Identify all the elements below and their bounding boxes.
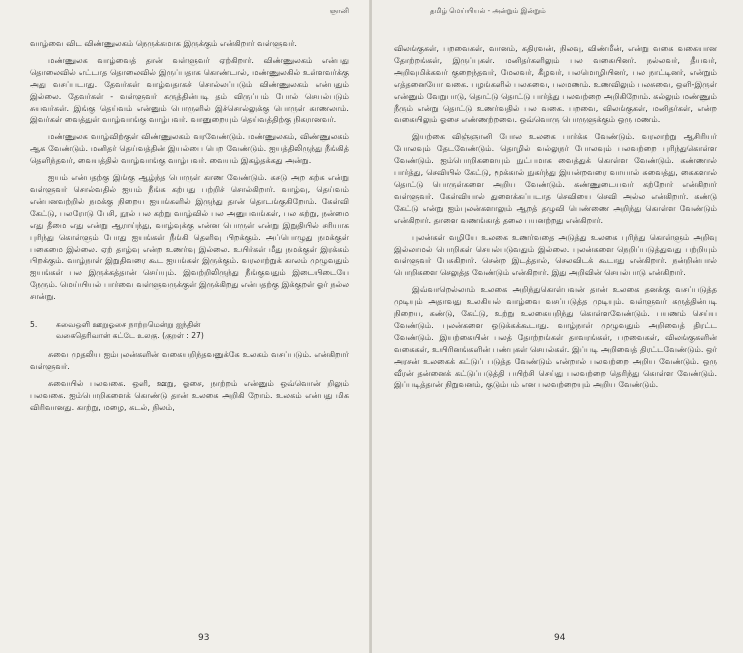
running-head-left: ஞானி: [329, 7, 349, 15]
page-number-right: 94: [554, 633, 566, 643]
paragraph: மண்ணுலக வாழ்விற்குள் விண்ணுலகம் வரவேண்டும். மண்ணுலகம், விண்ணுலகம் ஆக வேண்டும். மனிதர் தெய்வத்தின் இயல்பை பெற வேண்டும். ஐயத்திலிருந்து நீங்கித் தெளிந்தவர், வையத்தில் வாழ்வாங்கு வாழ்பவர். வையம் இகழ்தக்கது அன்று.: [30, 132, 349, 166]
verse-line: சுவைஒளி ஊறுஓசை நாற்றமென்று ஐந்தின்: [56, 320, 201, 330]
paragraph: புலன்கள் வழியே உலகை உணர்வதை அடுத்து உலகை புரிந்து கொள்ளும் அறிவு இல்லாமல் பொறிகள் செயல்படுவதும் இல்லை. புலன்களை நெறிப்படுத்துவது பற்றியும் வள்ளுவர் பேசுகிறார். சென்ற இடத்தால், செலவிடக் கூடாது என்கிறார். நன்றின்பால் பொறிகளை செலுத்த வேண்டும் என்கிறார். இது அறிவின் செயல்பாடு என்கிறார்.: [394, 232, 717, 278]
page-number-left: 93: [198, 633, 210, 643]
verse-number: 5.: [30, 320, 38, 330]
verse-line: வகைதெரிவான் கட்டே உலகு. (குறள் : 27): [56, 331, 204, 341]
left-page: [0, 0, 371, 653]
running-head-right: தமிழ் மெய்யியல் - அன்றும் இன்றும்: [430, 7, 546, 15]
paragraph: வாழ்வை விட விண்ணுலகம் நெருக்கமாக இருக்கும் என்கிறார் வள்ளுவர்.: [30, 39, 297, 48]
paragraph: மண்ணுலக வாழ்வைத் தான் வள்ளுவர் ஏற்கிறார். விண்ணுலகம் என்பது தொலைவில் எட்டாத தொலைவில் இருப்பதாக கொண்டால், மண்ணுலகில் உள்ளவர்க்கு அது வசப்படாது. தேவர்கள் வாழ்வதாகச் சொல்லப்படும் விண்ணுலகம் என்பதும் இல்லை. தேவர்கள் - வள்ளுவர் கருத்தின்படி தம் விருப்பம் போல் செயல்படும் சுயவர்கள். இங்கு தெய்வம் என்னும் பொருளில் இச்சொல்லுக்கு பொருள் காணலாம். இவர்கள் வைத்துள் வாழ்வாங்கு வாழ்பவர். வானுறையும் தெய்வத்திற்கு நிகரானவர்.: [30, 55, 349, 125]
paragraph: சுவை முதலிய ஐம்புலன்களின் வகையறிந்தவனுக்கே உலகம் வசப்படும். என்கிறார் வள்ளுவர்.: [30, 350, 349, 371]
paragraph: சுவையில் பலவகை. ஒளி, ஊறு, ஓசை, நாற்றம் என்னும் ஒவ்வொன் றிலும் பலவகை. ஐம்பொறிகளைக் கொண்டு தான் உலகை அறிகி றோம். உலகம் என்பது மிக விரிவானது. காற்று, மழை, கடல், நிலம்,: [30, 378, 349, 412]
right-page: [372, 0, 743, 653]
paragraph: ஐயம் என்பதற்கு இங்கு ஆழ்ந்த பொருள் காண வேண்டும். கசடு அற கற்க என்று வள்ளுவர் சொல்வதில் ஐயம் நீங்க கற்பது பற்றிச் சொல்கிறார். வாழ்வு, தெய்வம் என்பனவற்றில் நமக்கு நிறைய ஐயங்களில் இருந்து தான் தொடங்குகிறோம். கேள்வி கேட்டு, பலரோடு பேசி, நூல் பல கற்று வாழ்வில் பல அனுபவங்கள், பல கற்று, நன்மை எது தீமை எது என்று ஆராய்ந்து, வாழ்வுக்கு என்ன பொருள் என்று இறுதியில் சரியாக புரிந்து கொள்ளும் போது ஐயங்கள் நீங்கி தெளிவு பிறக்கும். அப்பொழுது நமக்குள் பகைமை இல்லை. ஏற் தாழ்வு என்ற உணர்வு இல்லை. உயிர்கள் மீது நமக்குள் இரக்கம் பிறக்கும். வாழ்நாள் இறுதிவரை கூட ஐயங்கள் இருக்கும். வரலாற்றுக் காலம் முழுவதும் ஐயங்கள் பல இருக்கத்தான் செய்யும். இவற்றிலிருந்து நீங்குவதும் இடையிடையே நேரும். மெய்யியல் பார்வை வள்ளுவருக்குள் இருக்கிறது என்பதற்கு இக்குறள் ஓர் நல்ல சான்று.: [30, 173, 349, 302]
left-page-body: [30, 38, 349, 419]
paragraph: இவ்வாறெல்லாம் உலகை அறிந்துகொள்பவன் தான் உலகை தனக்கு வசப்படுத்த முடியும் அதாவது உலகியல் வாழ்வை வசப்படுத்த முடியும். வள்ளுவர் கருத்தின்படி நிறைய, கண்டு, கேட்டு, உற்று உலகையறிந்து கொள்ளவேண்டும். பயணம் செய்ய வேண்டும். புலன்களை ஒடுக்கக்கூடாது. வாழ்நாள் முழுவதும் அறிவைத் திரட்ட வேண்டும். இயற்கையின் பலத் தோற்றங்கள் தாவரங்கள், பறவைகள், விலங்குகளின் வகைகள், உயிரினங்களின் பண்புகள் செயல்கள். இப்படி அறிவைத் திரட்டவேண்டும். ஒர் அரசன் உலகைக் கட்டுப் படுத்த வேண்டும் என்றால் பலவற்றை அறிய வேண்டும். ஒரு வீரன் தன்னைக் கட்டுப்படுத்தி பயிற்சி செய்து பலவற்றை தெரிந்து கொள்ள வேண்டும். இப்படித்தான் நிறுவனம், குடும்பம் என பலவற்றையும் அறிய வேண்டும்.: [394, 285, 717, 390]
right-page-body: [394, 43, 717, 396]
paragraph: விலங்குகள், பறவைகள், வானம், கதிரவன், நிலவு, விண்மீன், என்று வகை வகையான தோற்றங்கள், இருப்புகள். மனிதர்களிலும் பல வகையினர். நல்லவர், தீயவர், அறிவுமிக்கவர் குறைந்தவர், மேலவர், கீழவர், பலமொழியினர், பல நாட்டினர், என்றும் எத்தனையோ வகை. பழங்களில் பலசுவை, பலமணம். உணவிலும் பலசுவை, ஒளி-இருள் என்னும் வேறுபாடு, தொட்டு தொட்டு பார்த்து பலவற்றை அறிகிறோம். கல்லும் மண்ணும் நீரும் என்று தொட்டு உணர்வதில் பல வகை. பறவை, விலங்குகள், மனிதர்கள், என்ற வகையிலும் ஓசை எண்ணற்றவை. ஒவ்வொரு பொருளுக்கும் ஒரு மணம்.: [394, 44, 717, 125]
paragraph: இயற்கை விஞ்ஞானி போல உலகை பார்க்க வேண்டும். வரலாற்று ஆசிரியர் போலவும் தேடவேண்டும். தொழில் வல்லுநர் போலவும் பலவற்றை புரிந்துகொள்ள வேண்டும். ஐம்பொறிகளையும் நுட்பமாக வைத்துக் கொள்ள வேண்டும். கண்ணால் பார்த்து, செவியில் கேட்டு, மூக்கால் நுகர்ந்து இயன்றவரை வாயால் சுவைத்து, கைகளால் தொட்டு பொருள்களை அறிய வேண்டும். கண்ணுடையவர் கற்றோர் என்கிறார் வள்ளுவர். கேள்வியால் துளைக்கப்படாத செவியை செவி அல்ல என்கிறார். கண்டு கேட்டு என்று ஐம்புலன்களாலும் ஆறத் தழுவி பெண்ணை அறிந்து கொள்ள வேண்டும் என்கிறார். தாளை வணங்காத் தலை பயனற்றது என்கிறார்.: [394, 132, 717, 225]
kural-verse: [30, 319, 349, 341]
